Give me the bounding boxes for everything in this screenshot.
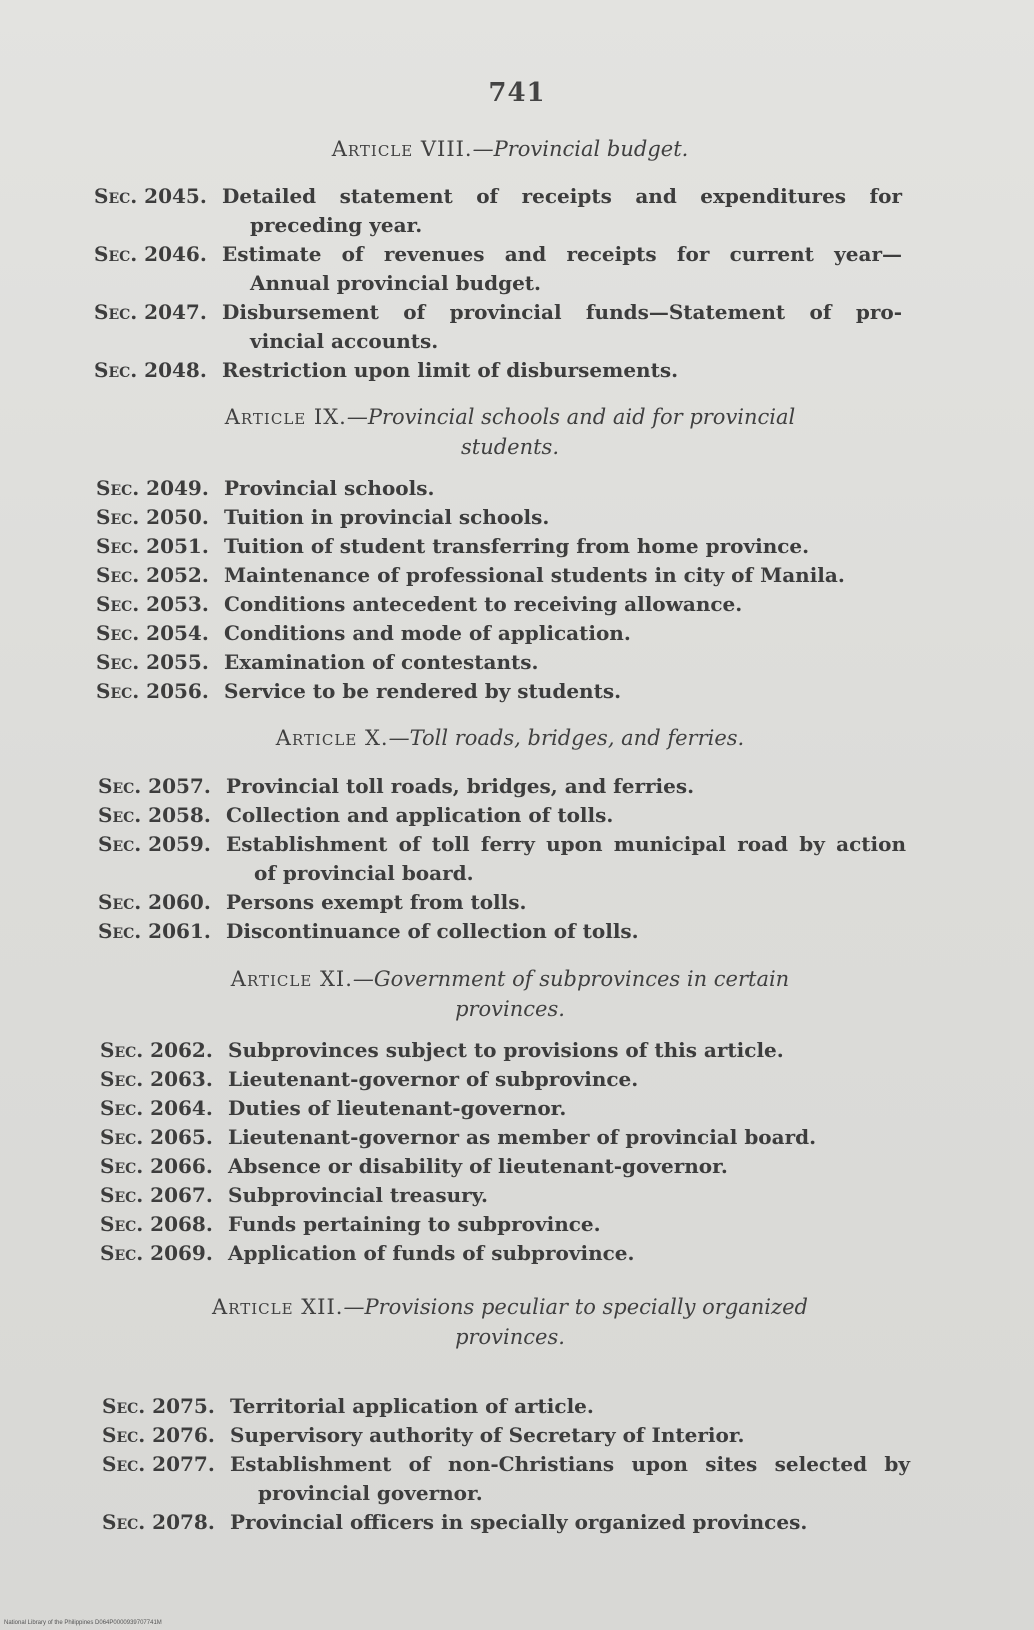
section-entry [94, 240, 902, 298]
section-number: Sec. 2055. [96, 650, 209, 674]
section-number: Sec. 2076. [102, 1423, 215, 1447]
section-entry [96, 677, 904, 706]
section-entry [100, 1123, 908, 1152]
section-number: Sec. 2060. [98, 890, 211, 914]
section-title: Tuition of student transferring from home province. [224, 534, 810, 558]
article-label: Article XI. [230, 967, 353, 991]
article-heading-ix [160, 402, 860, 462]
section-entry [102, 1392, 910, 1421]
section-title: Maintenance of professional students in city of Manila. [224, 563, 845, 587]
article-title-continued: provinces. [455, 997, 565, 1021]
section-title-continued: Annual provincial budget. [250, 271, 541, 295]
section-number: Sec. 2062. [100, 1038, 213, 1062]
article-heading-viii [160, 134, 860, 164]
section-entry [98, 917, 906, 946]
section-number: Sec. 2058. [98, 803, 211, 827]
section-entry [100, 1036, 908, 1065]
article-title: —Government of subprovinces in certain [352, 967, 790, 991]
article-label: Article VIII. [331, 137, 473, 161]
section-title: Establishment of non-Christians upon sites selected by [230, 1452, 910, 1476]
section-number: Sec. 2054. [96, 621, 209, 645]
section-entry [96, 648, 904, 677]
section-number: Sec. 2065. [100, 1125, 213, 1149]
section-entry [96, 619, 904, 648]
library-footer: National Library of the Philippines D064P0000939707741M [4, 1620, 162, 1626]
section-title: Examination of contestants. [224, 650, 539, 674]
section-number: Sec. 2066. [100, 1154, 213, 1178]
section-entry [100, 1152, 908, 1181]
section-title: Establishment of toll ferry upon municipal road by action [226, 832, 906, 856]
section-number: Sec. 2075. [102, 1394, 215, 1418]
section-entry [100, 1094, 908, 1123]
section-title-continued: of provincial board. [254, 861, 474, 885]
section-title: Absence or disability of lieutenant-governor. [228, 1154, 728, 1178]
section-title: Lieutenant-governor as member of provincial board. [228, 1125, 817, 1149]
section-title: Service to be rendered by students. [224, 679, 622, 703]
article-title: —Provincial budget. [472, 137, 689, 161]
section-title: Disbursement of provincial funds—Statement of pro- [222, 300, 902, 324]
section-number: Sec. 2046. [94, 242, 207, 266]
section-entry [98, 772, 906, 801]
article-title-continued: provinces. [455, 1325, 565, 1349]
section-title: Territorial application of article. [230, 1394, 594, 1418]
article-heading-xi [160, 964, 860, 1024]
section-number: Sec. 2067. [100, 1183, 213, 1207]
section-title: Detailed statement of receipts and expenditures for [222, 184, 902, 208]
section-entry [98, 888, 906, 917]
article-label: Article XII. [212, 1295, 344, 1319]
section-number: Sec. 2050. [96, 505, 209, 529]
section-title: Supervisory authority of Secretary of Interior. [230, 1423, 745, 1447]
article-label: Article X. [275, 726, 389, 750]
section-entry [102, 1450, 910, 1508]
section-title: Discontinuance of collection of tolls. [226, 919, 639, 943]
section-title: Restriction upon limit of disbursements. [222, 358, 679, 382]
section-entry [94, 182, 902, 240]
article-title: —Provisions peculiar to specially organized [343, 1295, 808, 1319]
section-title: Persons exempt from tolls. [226, 890, 527, 914]
page-number: 741 [488, 78, 546, 108]
section-number: Sec. 2047. [94, 300, 207, 324]
section-title: Duties of lieutenant-governor. [228, 1096, 567, 1120]
section-entry [96, 590, 904, 619]
section-number: Sec. 2057. [98, 774, 211, 798]
article-title-continued: students. [460, 435, 560, 459]
section-title: Subprovinces subject to provisions of this article. [228, 1038, 784, 1062]
section-entry [98, 830, 906, 888]
article-title: —Provincial schools and aid for provincial [346, 405, 796, 429]
section-title: Funds pertaining to subprovince. [228, 1212, 601, 1236]
section-title: Provincial officers in specially organized provinces. [230, 1510, 808, 1534]
section-entry [100, 1239, 908, 1268]
section-entry [94, 298, 902, 356]
section-number: Sec. 2056. [96, 679, 209, 703]
section-number: Sec. 2068. [100, 1212, 213, 1236]
section-number: Sec. 2049. [96, 476, 209, 500]
article-heading-xii [160, 1292, 860, 1352]
section-title: Conditions and mode of application. [224, 621, 631, 645]
section-number: Sec. 2051. [96, 534, 209, 558]
section-entry [96, 561, 904, 590]
article-label: Article IX. [224, 405, 347, 429]
section-title: Tuition in provincial schools. [224, 505, 550, 529]
section-title-continued: provincial governor. [258, 1481, 483, 1505]
section-entry [100, 1181, 908, 1210]
section-number: Sec. 2045. [94, 184, 207, 208]
article-title: —Toll roads, bridges, and ferries. [388, 726, 745, 750]
section-number: Sec. 2077. [102, 1452, 215, 1476]
section-title: Provincial toll roads, bridges, and ferries. [226, 774, 695, 798]
section-entry [102, 1508, 910, 1537]
section-title: Estimate of revenues and receipts for current year— [222, 242, 902, 266]
section-number: Sec. 2078. [102, 1510, 215, 1534]
section-title: Lieutenant-governor of subprovince. [228, 1067, 639, 1091]
section-entry [94, 356, 902, 385]
section-number: Sec. 2048. [94, 358, 207, 382]
section-number: Sec. 2053. [96, 592, 209, 616]
section-entry [98, 801, 906, 830]
section-entry [96, 503, 904, 532]
section-number: Sec. 2063. [100, 1067, 213, 1091]
section-title: Provincial schools. [224, 476, 435, 500]
section-number: Sec. 2061. [98, 919, 211, 943]
section-title: Application of funds of subprovince. [228, 1241, 635, 1265]
section-entry [96, 532, 904, 561]
section-entry [102, 1421, 910, 1450]
section-entry [100, 1065, 908, 1094]
section-title: Conditions antecedent to receiving allowance. [224, 592, 743, 616]
section-number: Sec. 2069. [100, 1241, 213, 1265]
section-title: Collection and application of tolls. [226, 803, 614, 827]
section-title-continued: vincial accounts. [250, 329, 439, 353]
article-heading-x [160, 723, 860, 753]
section-entry [96, 474, 904, 503]
section-number: Sec. 2052. [96, 563, 209, 587]
section-title-continued: preceding year. [250, 213, 423, 237]
section-title: Subprovincial treasury. [228, 1183, 488, 1207]
section-number: Sec. 2059. [98, 832, 211, 856]
section-number: Sec. 2064. [100, 1096, 213, 1120]
section-entry [100, 1210, 908, 1239]
